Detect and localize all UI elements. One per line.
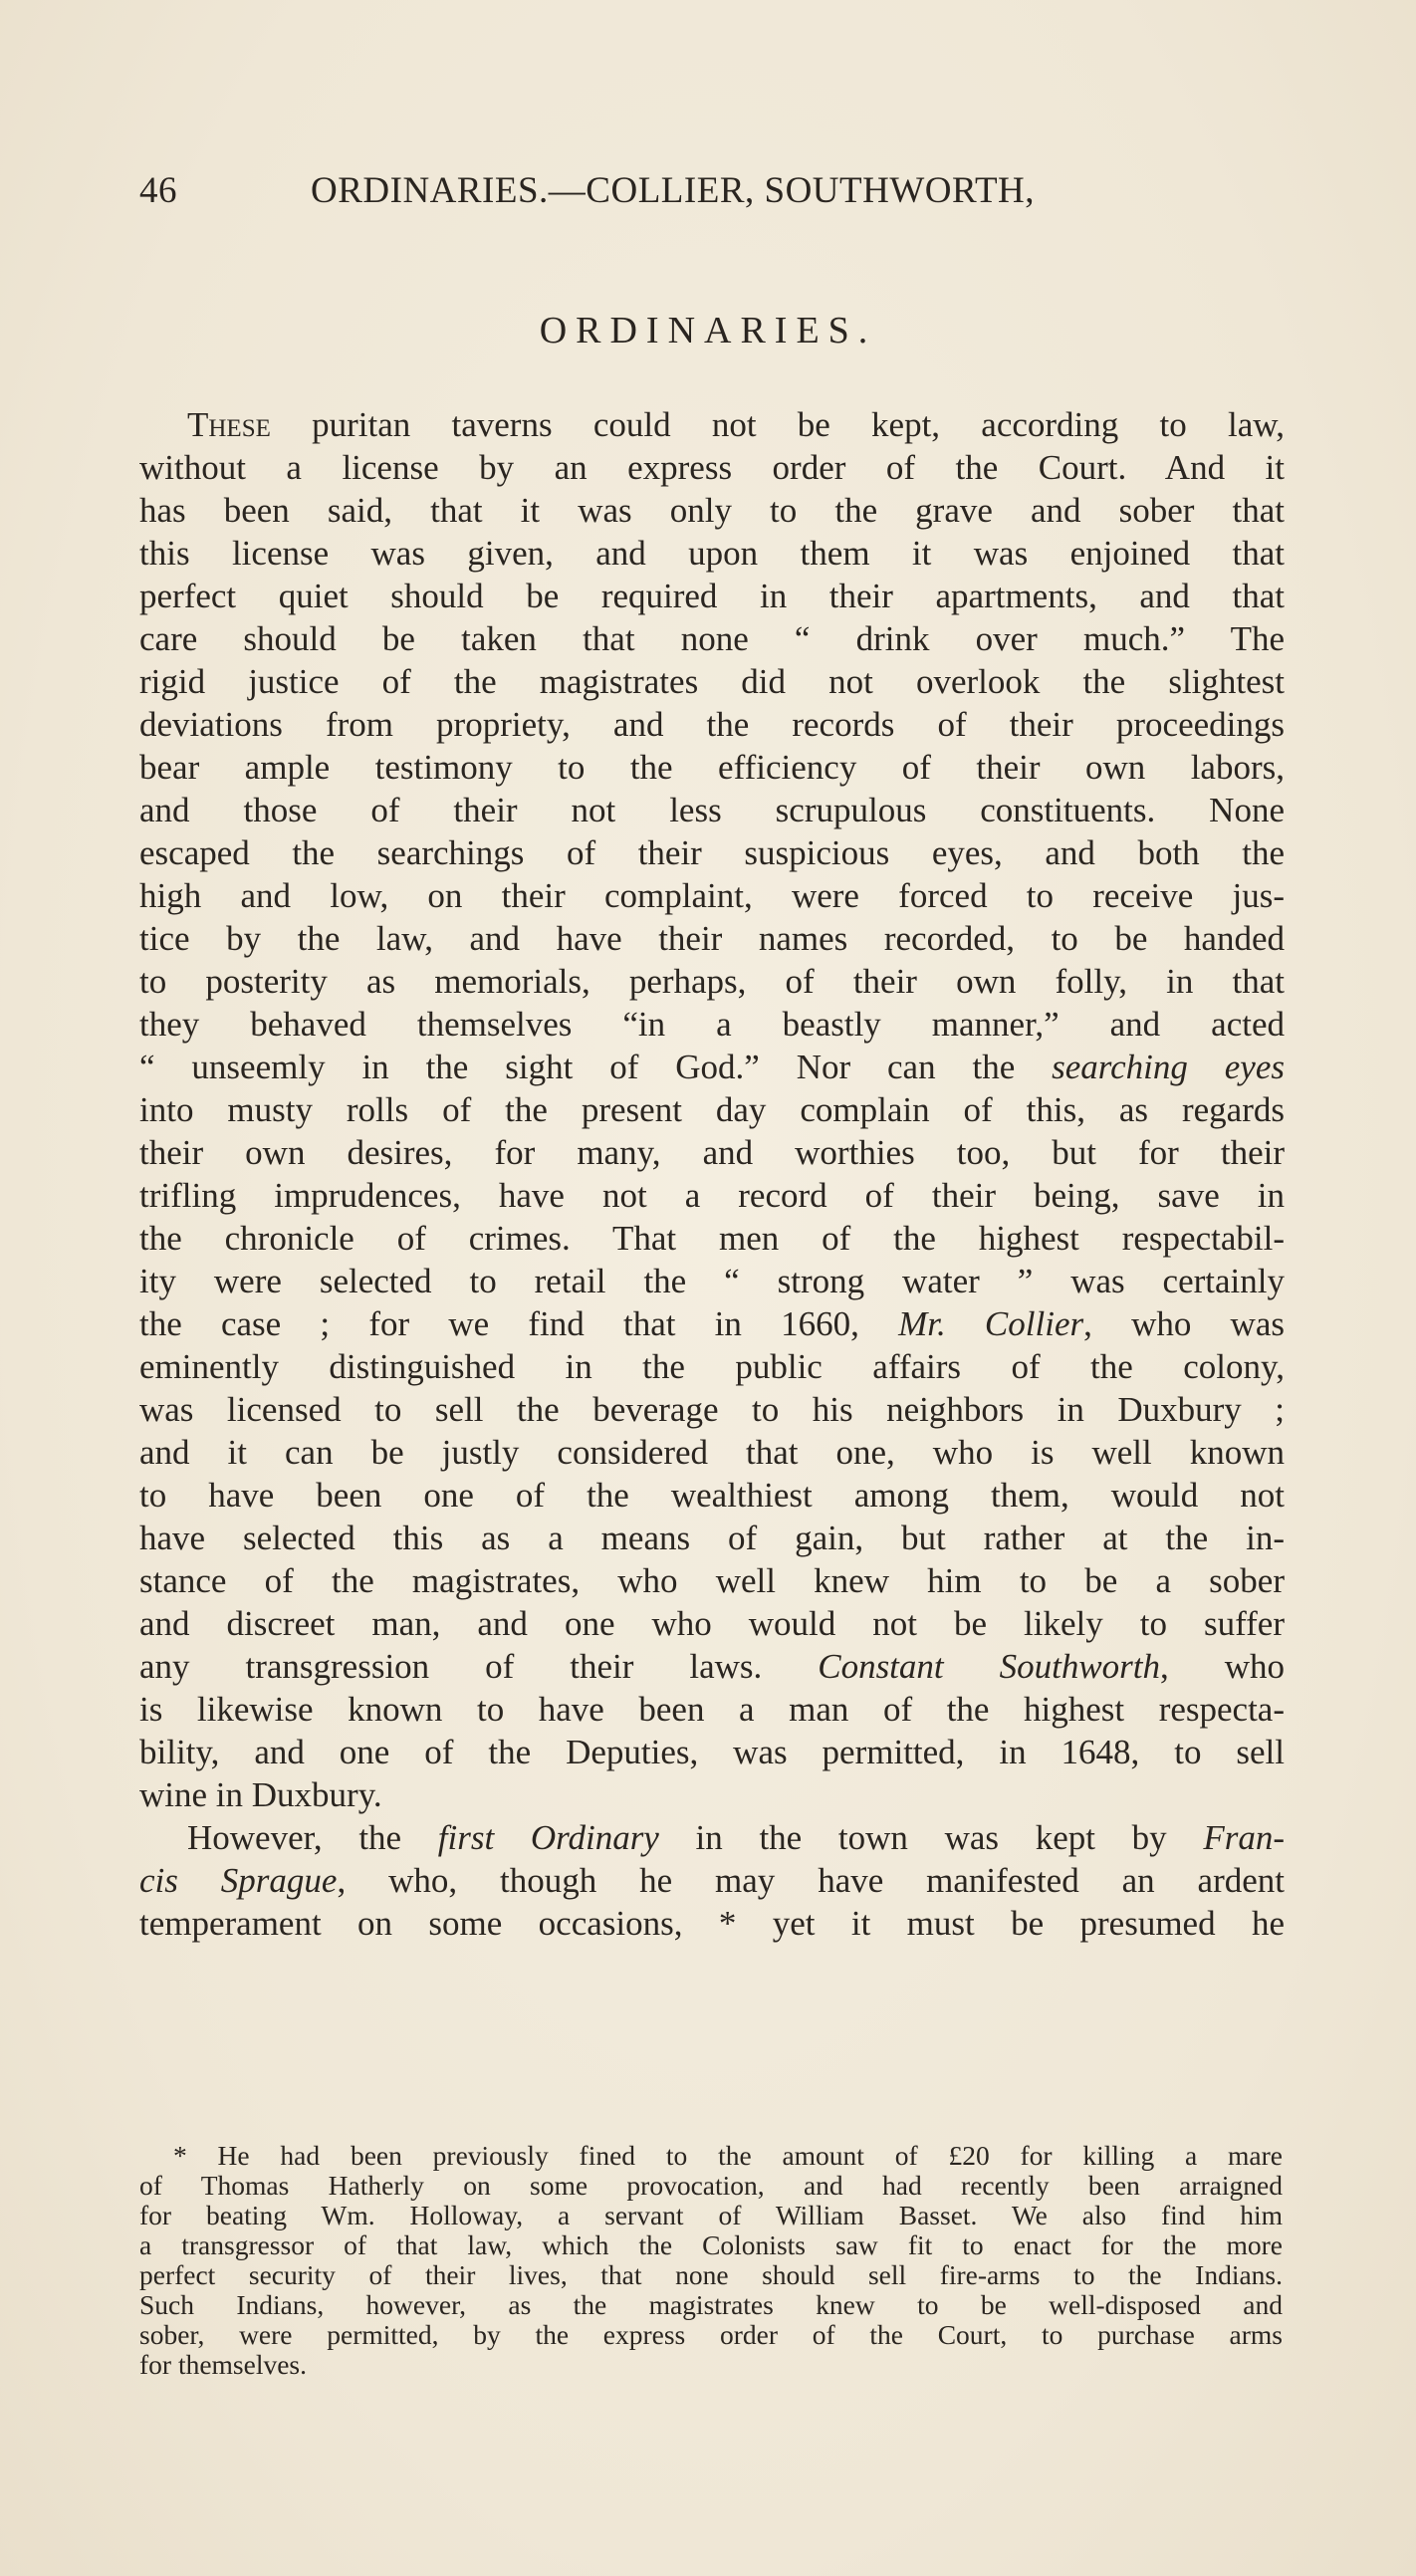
italic-name: Constant Southworth (818, 1647, 1161, 1686)
italic-name: Mr. Collier (898, 1304, 1084, 1343)
text-line: is likewise known to have been a man of the highest respecta- (139, 1690, 1285, 1729)
footnote-line: of Thomas Hatherly on some provocation, and had recently been arraigned (139, 2170, 1283, 2201)
text-line: and those of their not less scrupulous constituents. None (139, 791, 1285, 829)
italic-name: cis Sprague (139, 1861, 338, 1900)
text-line: the chronicle of crimes. That men of the highest respectabil- (139, 1219, 1285, 1258)
text-line: have selected this as a means of gain, but rather at the in- (139, 1519, 1285, 1557)
footnote-line: a transgressor of that law, which the Colonists saw fit to enact for the more (139, 2229, 1283, 2260)
footnote-line: Such Indians, however, as the magistrates knew to be well-disposed and (139, 2289, 1283, 2320)
running-head: ORDINARIES.—COLLIER, SOUTHWORTH, (311, 170, 1036, 211)
text-line: eminently distinguished in the public affairs of the colony, (139, 1347, 1285, 1386)
text-line: care should be taken that none “ drink over much.” The (139, 619, 1285, 658)
text-line: into musty rolls of the present day complain of this, as regards (139, 1090, 1285, 1129)
text-line: deviations from propriety, and the records of their proceedings (139, 705, 1285, 744)
text-line: high and low, on their complaint, were forced to receive jus- (139, 876, 1285, 915)
text-line: was licensed to sell the beverage to his neighbors in Duxbury ; (139, 1390, 1285, 1429)
text-line: without a license by an express order of the Court. And it (139, 448, 1285, 487)
text-line: the case ; for we find that in 1660, Mr. Collier, who was (139, 1304, 1285, 1343)
text-line: perfect quiet should be required in their apartments, and that (139, 577, 1285, 615)
text-line: and discreet man, and one who would not be likely to suffer (139, 1604, 1285, 1643)
text-line: ity were selected to retail the “ strong water ” was certainly (139, 1262, 1285, 1300)
text-line: These puritan taverns could not be kept, according to law, (187, 405, 1285, 444)
footnote-line: sober, were permitted, by the express order of the Court, to purchase arms (139, 2319, 1283, 2350)
text-line: “ unseemly in the sight of God.” Nor can the searching eyes (139, 1048, 1285, 1086)
text-line: trifling imprudences, have not a record of their being, save in (139, 1176, 1285, 1215)
footnote-line: for beating Wm. Holloway, a servant of William Basset. We also find him (139, 2200, 1283, 2230)
body-text (139, 403, 1285, 1945)
footnote-line: perfect security of their lives, that none should sell fire-arms to the Indians. (139, 2259, 1283, 2290)
section-title: ORDINARIES. (539, 310, 877, 351)
text-line: their own desires, for many, and worthies too, but for their (139, 1133, 1285, 1172)
text-line: wine in Duxbury. (139, 1775, 382, 1814)
text-line: tice by the law, and have their names recorded, to be handed (139, 919, 1285, 958)
text-line: escaped the searchings of their suspicious eyes, and both the (139, 833, 1285, 872)
italic-phrase: first Ordinary (437, 1818, 659, 1857)
footnote-line: * He had been previously fined to the amount of £20 for killing a mare (173, 2140, 1283, 2171)
text-line: bear ample testimony to the efficiency of their own labors, (139, 748, 1285, 787)
text-line: temperament on some occasions, * yet it must be presumed he (139, 1904, 1285, 1943)
text-line: this license was given, and upon them it was enjoined that (139, 534, 1285, 573)
page-header (139, 169, 1285, 219)
text-line: they behaved themselves “in a beastly manner,” and acted (139, 1005, 1285, 1044)
page-number: 46 (139, 170, 177, 211)
italic-phrase: searching eyes (1052, 1048, 1285, 1086)
footnote-line: for themselves. (139, 2349, 308, 2380)
text-line: to have been one of the wealthiest among them, would not (139, 1476, 1285, 1515)
text-line: bility, and one of the Deputies, was permitted, in 1648, to sell (139, 1733, 1285, 1771)
text-line: any transgression of their laws. Constant Southworth, who (139, 1647, 1285, 1686)
text-line: stance of the magistrates, who well knew him to be a sober (139, 1561, 1285, 1600)
text-line: cis Sprague, who, though he may have manifested an ardent (139, 1861, 1285, 1900)
text-line: However, the first Ordinary in the town was kept by Fran- (187, 1818, 1285, 1857)
text-line: and it can be justly considered that one, who is well known (139, 1433, 1285, 1472)
text-line: to posterity as memorials, perhaps, of their own folly, in that (139, 962, 1285, 1001)
italic-name: Fran- (1203, 1818, 1285, 1857)
text-line: rigid justice of the magistrates did not overlook the slightest (139, 662, 1285, 701)
text-line: has been said, that it was only to the grave and sober that (139, 491, 1285, 530)
footnote (139, 2141, 1283, 2380)
drop-word: These (187, 405, 271, 444)
